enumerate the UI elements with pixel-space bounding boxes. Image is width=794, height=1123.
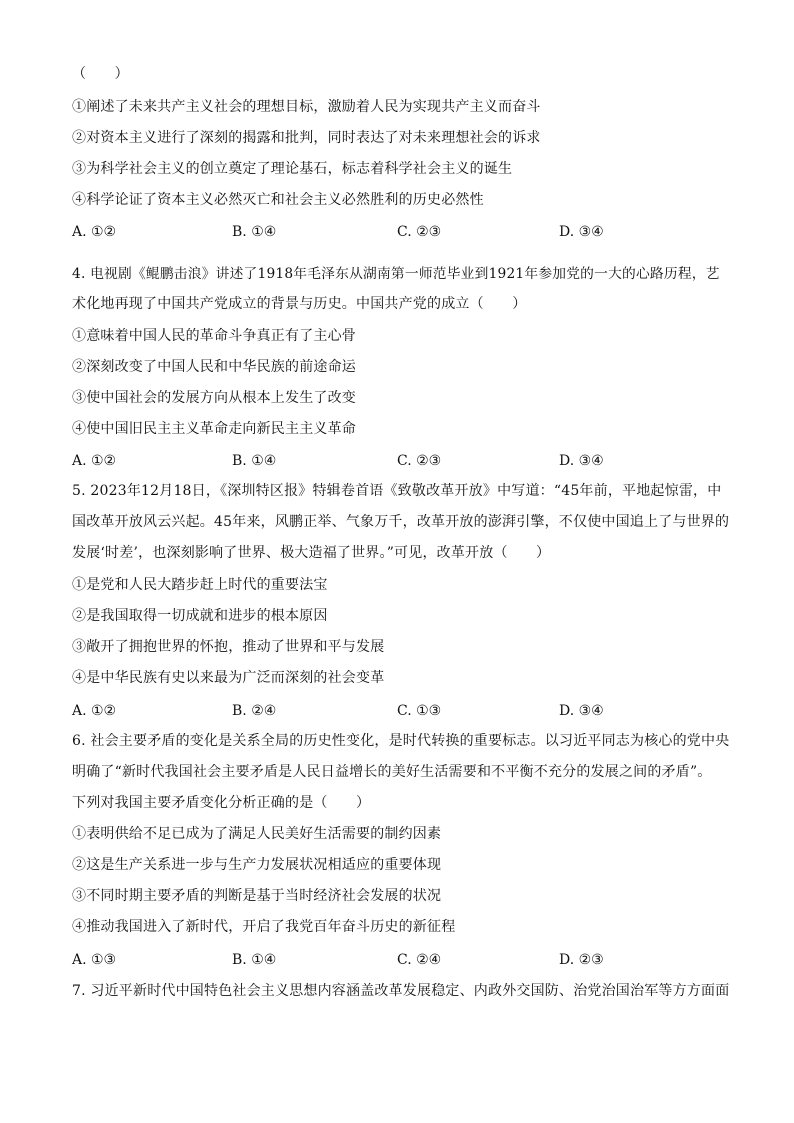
q6-item-4: ④推动我国进入了新时代，开启了我党百年奋斗历史的新征程 [72,919,456,935]
option-a[interactable]: A. ①② [72,224,117,240]
option-d[interactable]: D. ③④ [559,703,604,719]
q5-item-4: ④是中华民族有史以来最为广泛而深刻的社会变革 [72,670,385,686]
option-c[interactable]: C. ②③ [397,224,442,240]
option-d[interactable]: D. ②③ [559,952,604,968]
q5-stem-line-3: 发展‘时差’，也深刻影响了世界、极大造福了世界。”可见，改革开放（ ） [72,545,551,561]
option-a[interactable]: A. ①③ [72,952,117,968]
q4-stem-line-2: 术化地再现了中国共产党成立的背景与历史。中国共产党的成立（ ） [72,296,527,312]
q6-stem-line-3: 下列对我国主要矛盾变化分析正确的是（ ） [72,795,371,811]
option-b[interactable]: B. ①④ [232,453,277,469]
q6-stem-line-1: 6. 社会主要矛盾的变化是关系全局的历史性变化，是时代转换的重要标志。以习近平同志为核心的党中央 [72,733,730,749]
option-a[interactable]: A. ①② [72,703,117,719]
option-c[interactable]: C. ②③ [397,453,442,469]
option-d[interactable]: D. ③④ [559,453,604,469]
q7-stem-line-1: 7. 习近平新时代中国特色社会主义思想内容涵盖改革发展稳定、内政外交国防、治党治国治军等方方面面 [72,983,730,999]
prev-question-item-1: ①阐述了未来共产主义社会的理想目标，激励着人民为实现共产主义而奋斗 [72,99,541,115]
q5-stem-line-1: 5. 2023年12月18日，《深圳特区报》特辑卷首语《致敬改革开放》中写道：“45年前，平地起惊雷，中 [72,483,722,499]
q4-item-1: ①意味着中国人民的革命斗争真正有了主心骨 [72,328,356,344]
q6-item-3: ③不同时期主要矛盾的判断是基于当时经济社会发展的状况 [72,888,442,904]
prev-question-item-4: ④科学论证了资本主义必然灭亡和社会主义必然胜利的历史必然性 [72,192,484,208]
option-b[interactable]: B. ①④ [232,952,277,968]
option-a[interactable]: A. ①② [72,453,117,469]
option-c[interactable]: C. ①③ [397,703,442,719]
q6-item-2: ②这是生产关系进一步与生产力发展状况相适应的重要体现 [72,857,442,873]
prev-question-answer-blank: （ ） [72,66,129,82]
q4-item-2: ②深刻改变了中国人民和中华民族的前途命运 [72,359,356,375]
prev-question-item-3: ③为科学社会主义的创立奠定了理论基石，标志着科学社会主义的诞生 [72,161,513,177]
q5-stem-line-2: 国改革开放风云兴起。45年来，风鹏正举、气象万千，改革开放的澎湃引擎，不仅使中国追上了与世界的 [72,514,730,530]
q4-item-3: ③使中国社会的发展方向从根本上发生了改变 [72,390,356,406]
q5-item-3: ③敞开了拥抱世界的怀抱，推动了世界和平与发展 [72,639,385,655]
option-b[interactable]: B. ①④ [232,224,277,240]
prev-question-item-2: ②对资本主义进行了深刻的揭露和批判，同时表达了对未来理想社会的诉求 [72,130,541,146]
q5-item-1: ①是党和人民大踏步赶上时代的重要法宝 [72,577,328,593]
q5-item-2: ②是我国取得一切成就和进步的根本原因 [72,608,328,624]
option-c[interactable]: C. ②④ [397,952,442,968]
option-b[interactable]: B. ②④ [232,703,277,719]
q6-stem-line-2: 明确了“新时代我国社会主要矛盾是人民日益增长的美好生活需要和不平衡不充分的发展之间的矛盾”。 [72,764,712,780]
q4-item-4: ④使中国旧民主主义革命走向新民主主义革命 [72,421,356,437]
q4-stem-line-1: 4. 电视剧《鲲鹏击浪》讲述了1918年毛泽东从湖南第一师范毕业到1921年参加党的一大的心路历程，艺 [72,266,720,282]
q6-item-1: ①表明供给不足已成为了满足人民美好生活需要的制约因素 [72,826,442,842]
option-d[interactable]: D. ③④ [559,224,604,240]
